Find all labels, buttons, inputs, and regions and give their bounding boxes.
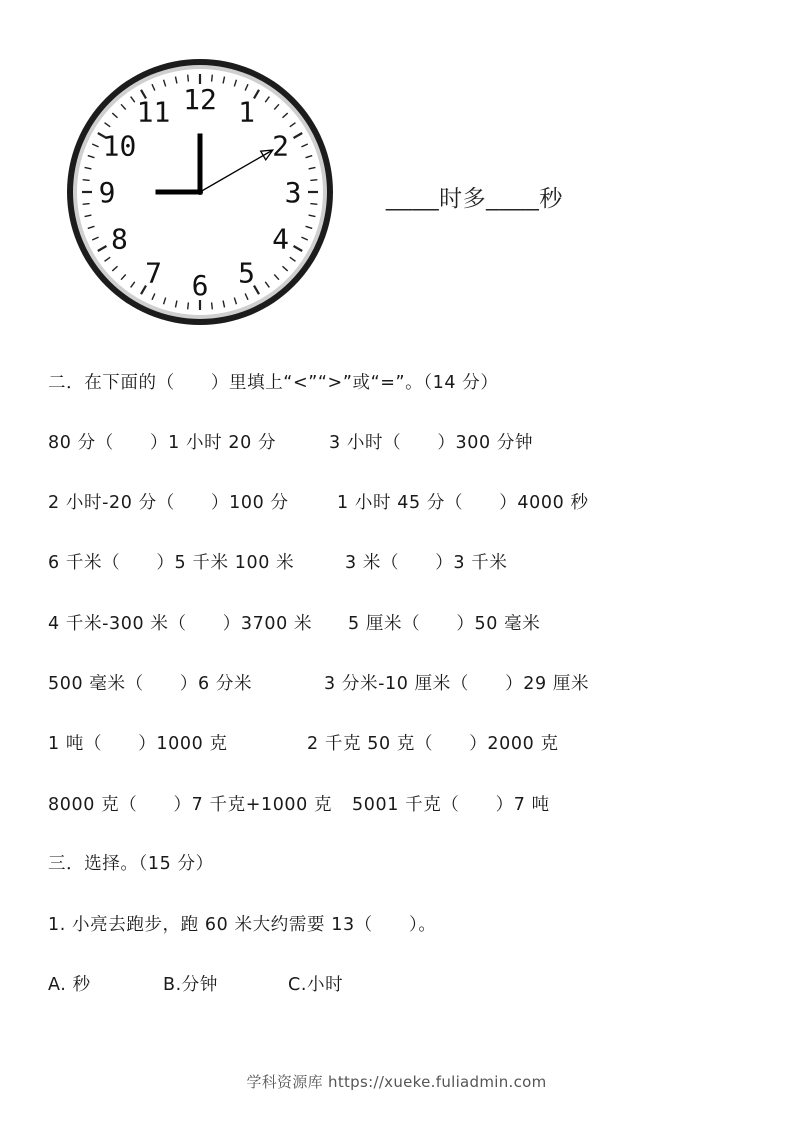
compare-row-7 <box>48 791 550 816</box>
compare-row-2 <box>48 489 589 514</box>
option-a[interactable]: A. 秒 <box>48 975 91 995</box>
clock-numeral-7: 7 <box>145 256 162 290</box>
clock-minute-tick <box>212 75 213 82</box>
second-blank-underline[interactable]: ____ <box>486 185 540 211</box>
compare-row-6 <box>48 730 559 755</box>
compare-row-2-right[interactable]: 1 小时 45 分（ ）4000 秒 <box>337 493 589 513</box>
clock-numeral-5: 5 <box>238 256 255 290</box>
clock-numeral-1: 1 <box>238 95 255 129</box>
clock-minute-tick <box>188 75 189 82</box>
label-second: 秒 <box>539 185 563 211</box>
compare-row-2-left[interactable]: 2 小时-20 分（ ）100 分 <box>48 493 289 513</box>
clock-minute-tick <box>83 204 90 205</box>
option-b[interactable]: B.分钟 <box>163 975 218 995</box>
compare-row-7-left[interactable]: 8000 克（ ）7 千克+1000 克 <box>48 795 333 815</box>
compare-row-5 <box>48 670 590 695</box>
hour-blank-underline[interactable]: ____ <box>386 185 440 211</box>
compare-row-4-right[interactable]: 5 厘米（ ）50 毫米 <box>348 614 541 634</box>
compare-row-5-left[interactable]: 500 毫米（ ）6 分米 <box>48 674 253 694</box>
question-1: 1. 小亮去跑步，跑 60 米大约需要 13（ ）。 <box>48 915 437 935</box>
clock-minute-tick <box>83 180 90 181</box>
clock-numeral-3: 3 <box>284 176 302 209</box>
clock-numeral-8: 8 <box>111 222 128 256</box>
clock-figure <box>64 56 336 328</box>
compare-row-6-left[interactable]: 1 吨（ ）1000 克 <box>48 734 228 754</box>
label-hour: 时多 <box>439 185 487 211</box>
clock-answer-blank <box>386 180 563 213</box>
footer-watermark: 学科资源库 https://xueke.fuliadmin.com <box>246 1073 547 1091</box>
clock-numeral-10: 10 <box>102 129 137 163</box>
compare-row-4 <box>48 610 541 635</box>
section-2-title: 二．在下面的（ ）里填上“<”“>”或“=”。（14 分） <box>48 373 499 393</box>
compare-row-1-left[interactable]: 80 分（ ）1 小时 20 分 <box>48 433 277 453</box>
clock-numeral-11: 11 <box>136 95 171 129</box>
compare-row-4-left[interactable]: 4 千米-300 米（ ）3700 米 <box>48 614 313 634</box>
compare-row-1-right[interactable]: 3 小时（ ）300 分钟 <box>329 433 534 453</box>
clock-minute-tick <box>310 180 317 181</box>
clock-center-pin <box>197 189 203 195</box>
question-1-options <box>48 971 344 996</box>
compare-row-3-left[interactable]: 6 千米（ ）5 千米 100 米 <box>48 553 295 573</box>
compare-row-7-right[interactable]: 5001 千克（ ）7 吨 <box>352 795 550 815</box>
compare-row-1 <box>48 429 534 454</box>
clock-numeral-4: 4 <box>272 222 289 256</box>
compare-row-3 <box>48 549 508 574</box>
clock-minute-tick <box>212 302 213 309</box>
compare-row-3-right[interactable]: 3 米（ ）3 千米 <box>345 553 508 573</box>
section-3-title: 三．选择。（15 分） <box>48 854 214 874</box>
clock-numeral-6: 6 <box>191 269 209 302</box>
clock-minute-tick <box>188 302 189 309</box>
clock-minute-tick <box>310 204 317 205</box>
clock-numeral-9: 9 <box>98 176 116 209</box>
compare-row-5-right[interactable]: 3 分米-10 厘米（ ）29 厘米 <box>324 674 590 694</box>
option-c[interactable]: C.小时 <box>288 975 344 995</box>
clock-numeral-2: 2 <box>272 129 289 163</box>
compare-row-6-right[interactable]: 2 千克 50 克（ ）2000 克 <box>307 734 559 754</box>
clock-numeral-12: 12 <box>183 83 217 116</box>
